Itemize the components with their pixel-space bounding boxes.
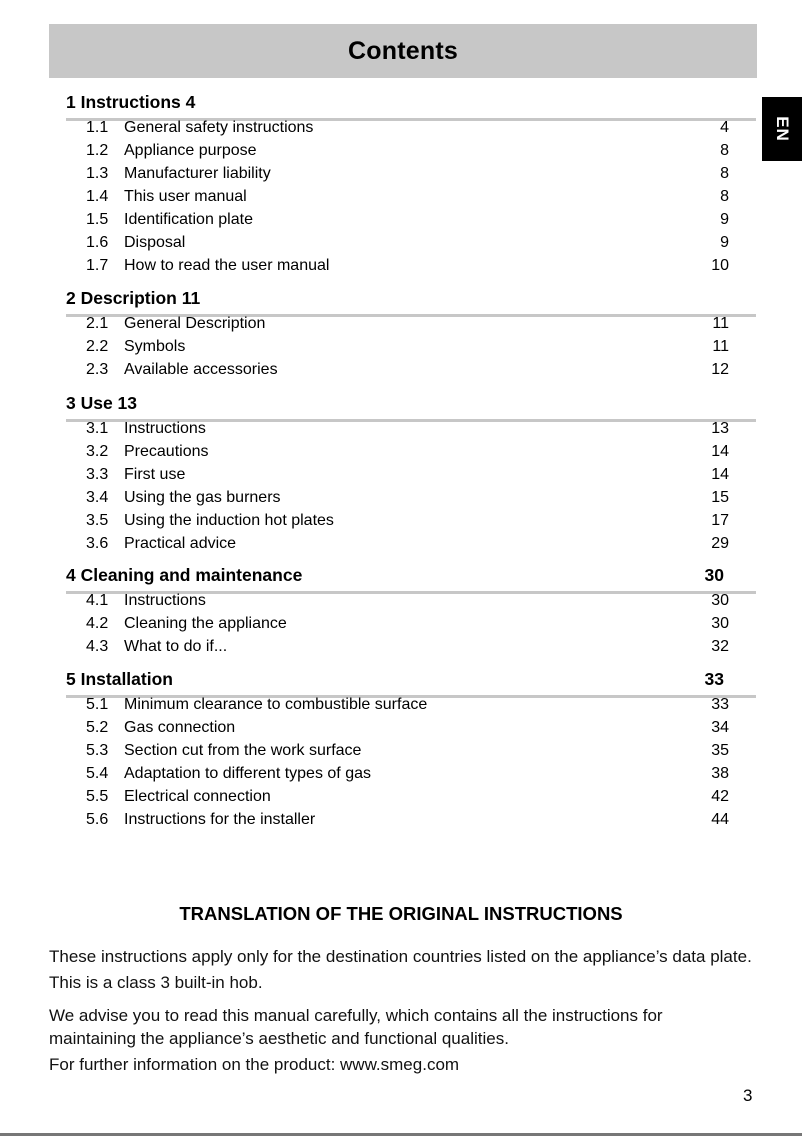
toc-chapter[interactable] (66, 565, 756, 594)
toc-entry-label: Precautions (124, 443, 209, 460)
toc-entry-label: Cleaning the appliance (124, 615, 287, 632)
toc-entry-number: 2.1 (86, 315, 109, 332)
toc-entry[interactable] (0, 338, 802, 360)
toc-entry-number: 3.1 (86, 420, 109, 437)
toc-entry-number: 3.5 (86, 512, 109, 529)
toc-entry[interactable] (0, 788, 802, 810)
toc-entry-page: 32 (711, 638, 729, 655)
toc-entry-page: 33 (711, 696, 729, 713)
toc-chapter-title: 3 Use 13 (66, 393, 138, 413)
toc-entry-number: 5.2 (86, 719, 109, 736)
toc-entry-page: 14 (711, 466, 729, 483)
toc-entry-label: Disposal (124, 234, 186, 251)
toc-entry-number: 5.6 (86, 811, 109, 828)
toc-entry-label: Adaptation to different types of gas (124, 765, 371, 782)
toc-chapter[interactable] (66, 669, 756, 698)
toc-entry-page: 9 (720, 211, 729, 228)
contents-title-bar (49, 24, 757, 78)
toc-entry-label: First use (124, 466, 186, 483)
toc-entry-label: General safety instructions (124, 119, 314, 136)
toc-chapter[interactable] (66, 288, 756, 317)
toc-entry[interactable] (0, 188, 802, 210)
toc-entry-number: 3.3 (86, 466, 109, 483)
toc-entry-number: 4.2 (86, 615, 109, 632)
toc-entry-page: 44 (711, 811, 729, 828)
toc-entry-page: 10 (711, 257, 729, 274)
toc-entry-label: Electrical connection (124, 788, 271, 805)
toc-entry-label: General Description (124, 315, 266, 332)
toc-entry[interactable] (0, 257, 802, 279)
toc-chapter[interactable] (66, 92, 756, 121)
toc-entry[interactable] (0, 234, 802, 256)
toc-entry-number: 5.4 (86, 765, 109, 782)
toc-entry[interactable] (0, 765, 802, 787)
toc-entry-label: Minimum clearance to combustible surface (124, 696, 428, 713)
toc-entry-label: Section cut from the work surface (124, 742, 362, 759)
toc-entry[interactable] (0, 420, 802, 442)
toc-entry[interactable] (0, 165, 802, 187)
page-number: 3 (743, 1086, 753, 1105)
toc-entry-label: This user manual (124, 188, 247, 205)
toc-entry-page: 17 (711, 512, 729, 529)
intro-paragraph-advice-line2: maintaining the appliance’s aesthetic and functional qualities. (49, 1029, 509, 1048)
toc-entry-number: 2.3 (86, 361, 109, 378)
toc-entry-page: 35 (711, 742, 729, 759)
toc-entry-page: 13 (711, 420, 729, 437)
toc-entry[interactable] (0, 119, 802, 141)
toc-entry-number: 3.6 (86, 535, 109, 552)
toc-entry-page: 9 (720, 234, 729, 251)
toc-entry-page: 30 (711, 615, 729, 632)
page-title: Contents (348, 36, 458, 65)
toc-entry-page: 38 (711, 765, 729, 782)
toc-entry-label: How to read the user manual (124, 257, 330, 274)
language-tab-label: EN (773, 116, 792, 142)
toc-entry[interactable] (0, 512, 802, 534)
toc-entry[interactable] (0, 719, 802, 741)
toc-entry-number: 2.2 (86, 338, 109, 355)
toc-entry-label: Identification plate (124, 211, 253, 228)
toc-entry-label: What to do if... (124, 638, 228, 655)
toc-entry[interactable] (0, 211, 802, 233)
toc-entry-label: Manufacturer liability (124, 165, 271, 182)
toc-entry-label: Instructions (124, 420, 206, 437)
toc-entry-number: 1.1 (86, 119, 109, 136)
toc-entry-page: 11 (712, 315, 729, 332)
toc-entry[interactable] (0, 142, 802, 164)
toc-entry[interactable] (0, 696, 802, 718)
toc-entry-number: 1.7 (86, 257, 109, 274)
intro-paragraph-advice-line1: We advise you to read this manual carefully, which contains all the instructions for (49, 1006, 663, 1025)
toc-entry-number: 5.1 (86, 696, 109, 713)
toc-entry-page: 14 (711, 443, 729, 460)
toc-entry-label: Appliance purpose (124, 142, 257, 159)
toc-entry-page: 11 (712, 338, 729, 355)
toc-chapter-title: 1 Instructions 4 (66, 92, 196, 112)
toc-chapter[interactable] (66, 393, 756, 422)
toc-entry-number: 1.4 (86, 188, 109, 205)
toc-entry-label: Gas connection (124, 719, 236, 736)
toc-entry[interactable] (0, 443, 802, 465)
toc-entry[interactable] (0, 638, 802, 660)
toc-entry-label: Practical advice (124, 535, 237, 552)
toc-chapter-title: 2 Description 11 (66, 288, 201, 308)
toc-entry-page: 8 (720, 142, 729, 159)
toc-entry-number: 1.5 (86, 211, 109, 228)
toc-entry[interactable] (0, 811, 802, 833)
toc-entry-number: 5.5 (86, 788, 109, 805)
toc-entry-number: 1.3 (86, 165, 109, 182)
toc-entry-page: 34 (711, 719, 729, 736)
toc-entry[interactable] (0, 742, 802, 764)
translation-heading: TRANSLATION OF THE ORIGINAL INSTRUCTIONS (179, 903, 623, 924)
toc-entry-number: 1.2 (86, 142, 109, 159)
toc-entry[interactable] (0, 592, 802, 614)
toc-entry[interactable] (0, 361, 802, 383)
toc-entry[interactable] (0, 615, 802, 637)
toc-entry-number: 1.6 (86, 234, 109, 251)
toc-entry[interactable] (0, 535, 802, 557)
toc-entry-page: 29 (711, 535, 729, 552)
intro-paragraph-class: This is a class 3 built-in hob. (49, 973, 263, 992)
intro-paragraph-destination: These instructions apply only for the destination countries listed on the appliance’s data plate. (49, 947, 752, 966)
toc-entry-page: 15 (711, 489, 729, 506)
toc-entry-number: 4.3 (86, 638, 109, 655)
toc-entry-number: 4.1 (86, 592, 109, 609)
toc-entry[interactable] (0, 466, 802, 488)
toc-entry-number: 5.3 (86, 742, 109, 759)
toc-entry-label: Instructions for the installer (124, 811, 316, 828)
toc-entry[interactable] (0, 315, 802, 337)
toc-chapter-title: 5 Installation (66, 669, 173, 689)
toc-entry-label: Using the gas burners (124, 489, 281, 506)
toc-entry-page: 12 (711, 361, 729, 378)
toc-entry-label: Available accessories (124, 361, 278, 378)
toc-entry-number: 3.4 (86, 489, 109, 506)
toc-chapter-page: 30 (704, 565, 724, 585)
toc-entry-label: Symbols (124, 338, 186, 355)
toc-entry-page: 42 (711, 788, 729, 805)
toc-chapter-page: 33 (704, 669, 724, 689)
toc-entry-page: 8 (720, 165, 729, 182)
toc-entry-label: Instructions (124, 592, 206, 609)
toc-entry-page: 4 (720, 119, 729, 136)
intro-paragraph-website: For further information on the product: www.smeg.com (49, 1055, 460, 1074)
toc-entry[interactable] (0, 489, 802, 511)
toc-entry-number: 3.2 (86, 443, 109, 460)
toc-entry-label: Using the induction hot plates (124, 512, 334, 529)
toc-chapter-title: 4 Cleaning and maintenance (66, 565, 303, 585)
toc-entry-page: 8 (720, 188, 729, 205)
toc-entry-page: 30 (711, 592, 729, 609)
